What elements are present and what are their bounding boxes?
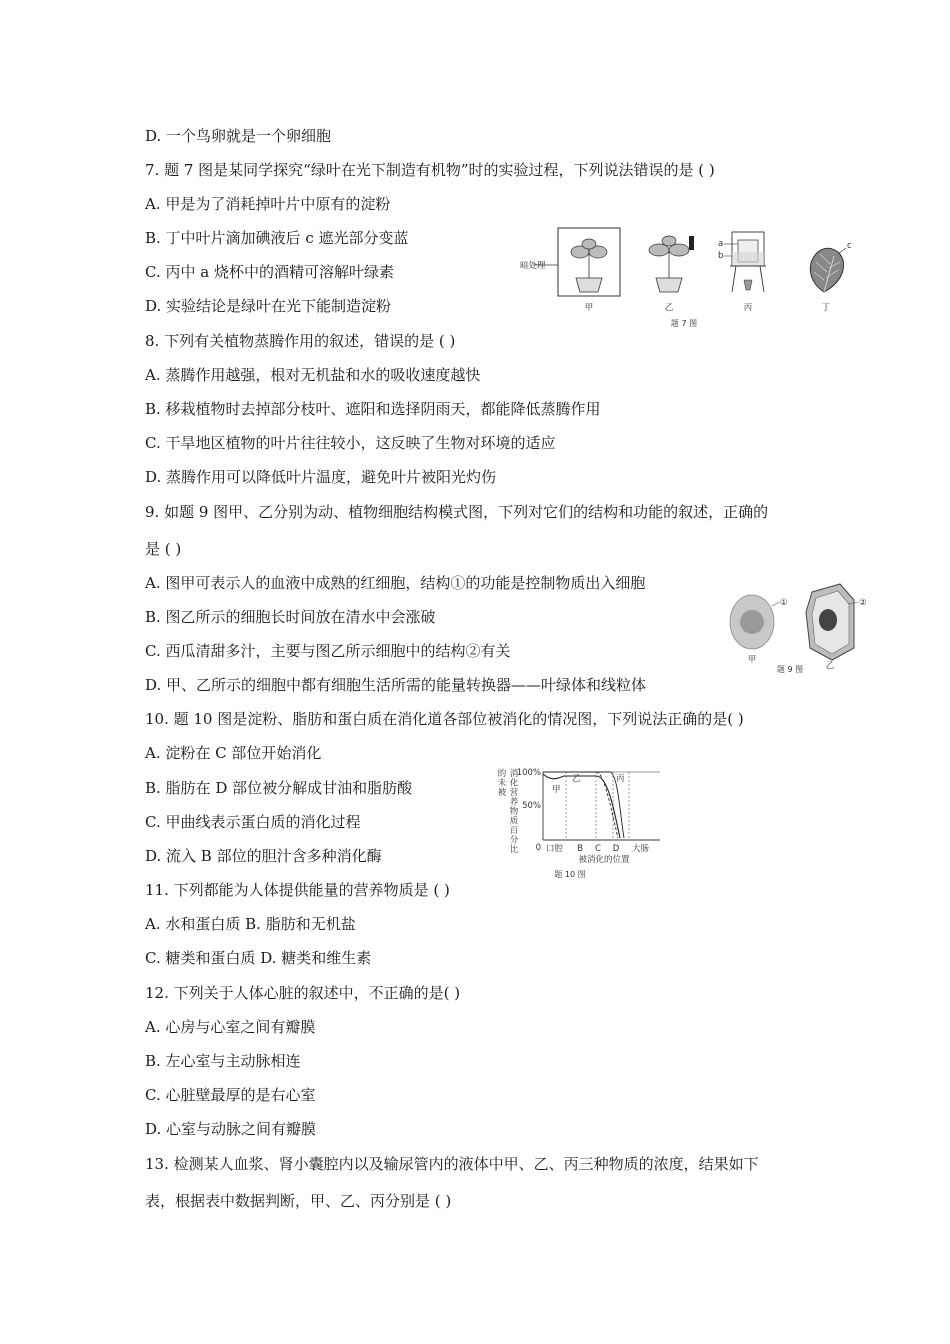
fig10-xtick-d: D	[612, 844, 620, 854]
fig7-leaf	[810, 248, 846, 292]
fig7-beaker-a: a	[718, 239, 724, 249]
option-7a: A. 甲是为了消耗掉叶片中原有的淀粉	[145, 195, 391, 213]
question-10: 10. 题 10 图是淀粉、脂肪和蛋白质在消化道各部位被消化的情况图，下列说法正确的是( )	[145, 710, 744, 728]
option-10b: B. 脂肪在 D 部位被分解成甘油和脂肪酸	[145, 779, 413, 797]
fig10-ylabel-char: 物	[509, 807, 519, 817]
fig10-ylabel-char: 营	[509, 788, 519, 798]
fig9-label-yi: 乙	[825, 661, 835, 671]
option-8d: D. 蒸腾作用可以降低叶片温度，避免叶片被阳光灼伤	[145, 468, 497, 486]
question-9-cont: 是 ( )	[145, 540, 182, 558]
question-13: 13. 检测某人血浆、肾小囊腔内以及输尿管内的液体中甲、乙、丙三种物质的浓度，结果如下	[145, 1155, 759, 1173]
fig10-curve-jia	[543, 774, 620, 838]
fig10-ylabel-char: 百	[509, 826, 519, 836]
fig9-plant-cell	[806, 584, 858, 660]
fig10-ytick-50: 50%	[522, 801, 541, 811]
fig10-ylabel-char: 未	[497, 778, 507, 789]
fig10-series-bing: 丙	[616, 774, 625, 784]
fig10-xtick-colon: 大肠	[632, 844, 650, 854]
question-11: 11. 下列都能为人体提供能量的营养物质是 ( )	[145, 881, 450, 899]
fig10-series-yi: 乙	[572, 774, 581, 784]
fig10-xtick-c: C	[595, 844, 601, 854]
fig10-ylabel-char: 的	[497, 769, 507, 779]
option-7b: B. 丁中叶片滴加碘液后 c 遮光部分变蓝	[145, 229, 409, 247]
option-12a: A. 心房与心室之间有瓣膜	[145, 1018, 316, 1036]
fig10-ytick-100: 100%	[516, 768, 541, 778]
option-6d: D. 一个鸟卵就是一个卵细胞	[145, 127, 332, 145]
option-10c: C. 甲曲线表示蛋白质的消化过程	[145, 813, 361, 831]
fig10-ylabel-char: 被	[497, 788, 507, 798]
question-13-cont: 表，根据表中数据判断，甲、乙、丙分别是 ( )	[145, 1192, 452, 1210]
fig10-ylabel-char: 质	[509, 816, 519, 827]
fig10-ylabel	[498, 768, 519, 855]
fig9-marker-1: ①	[780, 598, 788, 608]
fig7-dark-box	[534, 228, 620, 296]
fig10-xlabel: 被消化的位置	[578, 855, 630, 865]
fig7-beaker-b: b	[718, 251, 724, 261]
fig10-series-jia: 甲	[552, 785, 561, 795]
fig7-label-bing: 丙	[743, 303, 753, 313]
fig10-ylabel-char: 消	[509, 769, 519, 779]
fig10-curve-bing	[543, 772, 624, 838]
option-7c: C. 丙中 a 烧杯中的酒精可溶解叶绿素	[145, 263, 394, 281]
option-9c: C. 西瓜清甜多汁，主要与图乙所示细胞中的结构②有关	[145, 642, 511, 660]
fig7-leaf-c: c	[847, 241, 852, 251]
fig10-ylabel-char: 养	[509, 797, 519, 808]
fig10-ylabel-char: 分	[509, 835, 519, 846]
option-7d: D. 实验结论是绿叶在光下能制造淀粉	[145, 297, 392, 315]
question-12: 12. 下列关于人体心脏的叙述中，不正确的是( )	[145, 984, 461, 1002]
fig9-marker-2: ②	[859, 598, 867, 608]
fig7-water-bath	[724, 232, 766, 292]
option-9a: A. 图甲可表示人的血液中成熟的红细胞，结构①的功能是控制物质出入细胞	[145, 574, 646, 592]
option-12c: C. 心脏壁最厚的是右心室	[145, 1086, 316, 1104]
fig9-label-jia: 甲	[747, 655, 757, 665]
options-11ab: A. 水和蛋白质 B. 脂肪和无机盐	[145, 915, 356, 933]
question-8: 8. 下列有关植物蒸腾作用的叙述，错误的是 ( )	[145, 332, 456, 350]
option-9b: B. 图乙所示的细胞长时间放在清水中会涨破	[145, 608, 436, 626]
figure-7	[518, 222, 863, 334]
question-9: 9. 如题 9 图甲、乙分别为动、植物细胞结构模式图，下列对它们的结构和功能的叙述，正确的	[145, 503, 769, 521]
option-8a: A. 蒸腾作用越强，根对无机盐和水的吸收速度越快	[145, 366, 481, 384]
fig10-caption: 题 10 图	[554, 870, 586, 879]
fig7-label-jia: 甲	[584, 303, 594, 313]
fig9-caption: 题 9 图	[776, 665, 804, 674]
figure-10-chart	[492, 764, 664, 882]
fig10-xtick-mouth: 口腔	[546, 844, 564, 854]
fig7-plant-light	[649, 236, 694, 292]
fig10-ytick-0: 0	[535, 843, 541, 853]
fig7-label-ding: 丁	[821, 303, 831, 313]
fig7-caption: 题 7 图	[670, 319, 698, 328]
figure-9	[724, 578, 874, 676]
option-12b: B. 左心室与主动脉相连	[145, 1052, 301, 1070]
option-10a: A. 淀粉在 C 部位开始消化	[145, 744, 322, 762]
fig7-label-yi: 乙	[664, 303, 674, 313]
option-8c: C. 干旱地区植物的叶片往往较小，这反映了生物对环境的适应	[145, 434, 556, 452]
question-7: 7. 题 7 图是某同学探究“绿叶在光下制造有机物”时的实验过程，下列说法错误的是 ( )	[145, 161, 715, 179]
fig10-ylabel-char: 化	[509, 778, 519, 789]
option-9d: D. 甲、乙所示的细胞中都有细胞生活所需的能量转换器——叶绿体和线粒体	[145, 676, 647, 694]
fig10-xtick-b: B	[577, 844, 583, 854]
option-10d: D. 流入 B 部位的胆汁含多种消化酶	[145, 847, 382, 865]
fig7-dark-label: 暗处理	[520, 261, 546, 271]
option-8b: B. 移栽植物时去掉部分枝叶、遮阳和选择阴雨天，都能降低蒸腾作用	[145, 400, 601, 418]
fig9-animal-cell	[730, 595, 780, 649]
option-12d: D. 心室与动脉之间有瓣膜	[145, 1120, 317, 1138]
fig10-ylabel-char: 比	[509, 845, 519, 855]
options-11cd: C. 糖类和蛋白质 D. 糖类和维生素	[145, 949, 372, 967]
